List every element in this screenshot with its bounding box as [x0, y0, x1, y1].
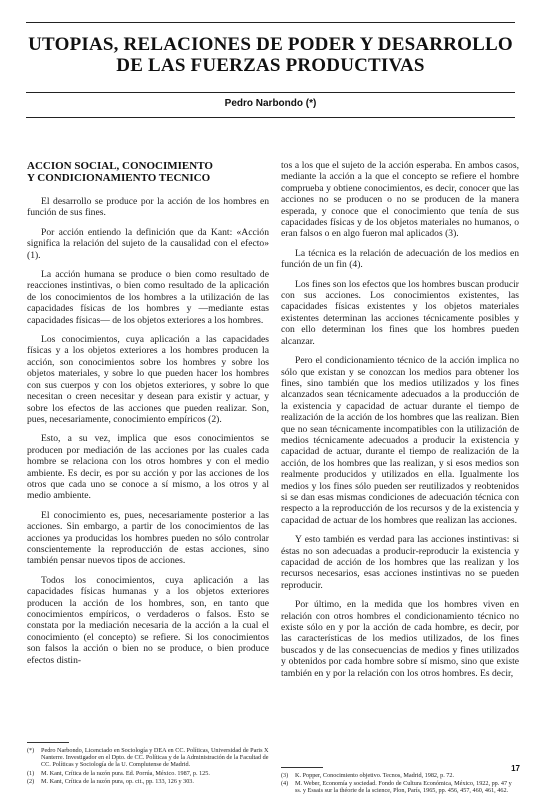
footnote-mark: (1) [27, 769, 35, 777]
footnote-rule [281, 767, 323, 768]
footnote-mark: (4) [281, 780, 289, 788]
title-line-1: UTOPIAS, RELACIONES DE PODER Y DESARROLLO [28, 34, 513, 55]
paragraph: La técnica es la relación de adecuación de los medios en función de un fin (4). [281, 247, 519, 271]
section-heading-line-2: Y CONDICIONAMIENTO TECNICO [27, 172, 211, 184]
author-byline: Pedro Narbondo (*) [224, 98, 317, 109]
top-rule [26, 22, 515, 23]
page-number: 17 [511, 764, 520, 773]
title-divider-rule [26, 92, 515, 93]
footnote-mark: (*) [27, 747, 35, 754]
paragraph: Por último, en la medida que los hombres viven en relación con otros hombres el condicionamiento técnico no existe sólo en y por la acción de cada hombre, es decir, por las características de los medios utilizados, de los fines buscados y de las consecuencias de medios y fines utilizados y obtenidos por cada hombre sobre sí mismo, sino que existe también en y por la relación con los otros hombres. Es decir, [281, 599, 519, 679]
footnote-mark: (2) [27, 777, 35, 785]
section-heading [27, 160, 269, 184]
paragraph: Esto, a su vez, implica que esos conocimientos se producen por mediación de las acciones por las cuales cada hombre se relaciona con los otros hombres y con el medio ambiente. Es decir, es por su acción y por las acciones de los otros que cada uno se conoce a sí mismo, a los otros y al medio ambiente. [27, 433, 269, 502]
footnote-text: M. Weber, Economía y sociedad. Fondo de Cultura Económica, México, 1922, pp. 47 y ss. y Essais sur la théorie de la science, Plon, París, 1965, pp. 456, 457, 460, 461, 462. [295, 780, 512, 795]
footnote [281, 780, 519, 794]
section-heading-line-1: ACCION SOCIAL, CONOCIMIENTO [27, 160, 213, 172]
footnotes-left [27, 742, 269, 786]
paragraph: La acción humana se produce o bien como resultado de reacciones instintivas, o bien como resultado de la aplicación de los conocimientos de los hombres a la utilización de las capacidades físicas de los hombres y —mediante estas capacidades físicas— de los objetos exteriores a los hombres. [27, 269, 269, 326]
paragraph: Y esto también es verdad para las acciones instintivas: si éstas no son adecuadas a producir-reproducir la existencia y capacidad de acción de los hombres que las realizan y los recursos necesarios, esas acciones instintivas no se pueden reproducir. [281, 534, 519, 591]
title-line-2: DE LAS FUERZAS PRODUCTIVAS [116, 55, 425, 76]
paragraph: Pero el condicionamiento técnico de la acción implica no sólo que existan y se conozcan los medios para obtener los fines, sino también que los medios utilizados y los fines alcanzados sean técnicamente adecuados a la producción de la existencia y capacidad de actuar durante el tiempo de realización de la acción de los hombres que las realizan. Bien que no sean técnicamente incompatibles con la utilización de medios técnicamente adecuados a producir la existencia y capacidad de actuar, durante el tiempo de realización de la acción, de los hombres que las realizan, y si esos medios son realmente producidos y utilizados en ella. Igualmente los medios y los fines sólo pueden ser reutilizados y reobtenidos si se dan esas mismas condiciones de adecuación técnica con respecto a la reproducción de los recursos y de la existencia y capacidad de actuar de los hombres que realizan las acciones. [281, 355, 519, 526]
footnote-rule [27, 742, 69, 743]
paragraph: El conocimiento es, pues, necesariamente posterior a las acciones. Sin embargo, a partir de los conocimientos de las acciones ya producidas los hombres pueden no sólo controlar conscientemente la reproducción de estas acciones, sino también pensar nuevos tipos de acciones. [27, 509, 269, 567]
footnotes-right [281, 767, 519, 796]
footnote [27, 778, 269, 785]
footnote-mark: (3) [281, 772, 289, 779]
paragraph: Los fines son los efectos que los hombres buscan producir con sus acciones. Los conocimientos existentes, las capacidades físicas existentes y los objetos materiales existentes determinan las acciones técnicamente posibles y con ello determinan los fines que los hombres pueden alcanzar. [281, 278, 519, 347]
footnote-text: M. Kant, Crítica de la razón pura. Ed. Porrúa, México. 1987, p. 125. [41, 769, 210, 777]
article-title [26, 34, 515, 76]
paragraph: tos a los que el sujeto de la acción esperaba. En ambos casos, mediante la acción a la que el concepto se refiere el hombre comprueba y obtiene conocimientos, es decir, conocer que las acciones no se producen o no se producen de la manera esperada, y conoce que el conocimiento que tenía de sus capacidades físicas y de los objetos materiales no humanos, o eran falsos o en algo fueron mal aplicados (3). [281, 160, 519, 240]
footnote [27, 747, 269, 769]
author-divider-rule [26, 117, 515, 118]
footnote [27, 770, 269, 777]
paragraph: Los conocimientos, cuya aplicación a las capacidades físicas y a los objetos exteriores a los hombres producen la acción, son conocimientos sobre los hombres y sobre los objetos materiales, y sobre lo que pueden hacer los hombres con sus cuerpos y con los objetos exteriores, y sobre lo que necesitan o creen necesitar y desean para existir y actuar, y sobre los efectos de las acciones que pueden realizar. Son, pues, necesariamente, conocimiento empíricos (2). [27, 334, 269, 425]
footnote-text: Pedro Narbondo, Licenciado en Sociología y DEA en CC. Políticas, Universidad de Paris X Nanterre. Investigador en el Dpto. de CC. Políticas y de la Administración de la Facultad de CC. Políticas y Sociología de la U. Complutense de Madrid. [41, 747, 269, 769]
footnote-text: M. Kant, Crítica de la razón pura, op. cit., pp. 133, 126 y 303. [41, 777, 194, 785]
paragraph: El desarrollo se produce por la acción de los hombres en función de sus fines. [27, 196, 269, 219]
left-column [27, 160, 269, 674]
right-column [281, 160, 519, 687]
paragraph: Todos los conocimientos, cuya aplicación a las capacidades físicas humanas y a los objetos exteriores producen la acción de los hombres, son, en tanto que conocimientos empíricos, o verdaderos o falsos. Esto se constata por la mediación necesaria de la acción a la cual el conocimiento (el concepto) se refiere. Si los conocimientos son falsos la acción o bien no se produce, o bien produce efectos distin- [27, 574, 269, 666]
paragraph: Por acción entiendo la definición que da Kant: «Acción significa la relación del sujeto de la causalidad con el efecto» (1). [27, 226, 269, 261]
footnote [281, 772, 519, 779]
footnote-text: K. Popper, Conocimiento objetivo. Tecnos, Madrid, 1982, p. 72. [295, 772, 455, 779]
